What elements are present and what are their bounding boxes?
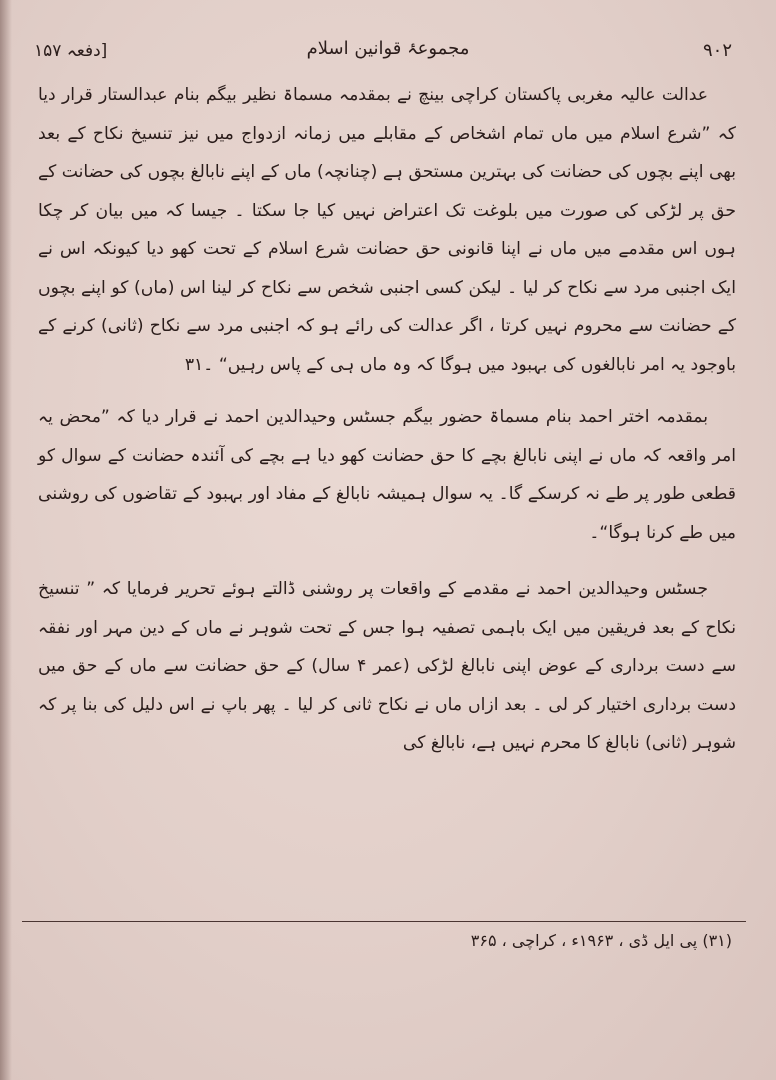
book-title: مجموعۂ قوانین اسلام bbox=[306, 38, 470, 59]
binding-shadow bbox=[0, 0, 12, 1080]
page-number: ۹۰۲ bbox=[702, 40, 732, 61]
page-header bbox=[34, 34, 742, 70]
paragraph-2: بمقدمہ اختر احمد بنام مسماۃ حضور بیگم جسٹس وحیدالدین احمد نے قرار دیا کہ ”محض یہ امر واقعہ کہ ماں نے اپنی نابالغ بچے کا حق حضانت کھو دیا ہے بچے کی آئندہ حضانت کے سوال کو قطعی طور پر طے نہ کرسکے گا۔ یہ سوال ہمیشہ نابالغ کے مفاد اور بہبود کے تقاضوں کی روشنی میں طے کرنا ہوگا“۔ bbox=[38, 407, 736, 543]
section-reference: [دفعہ ۱۵۷ bbox=[34, 41, 108, 61]
paragraph-3: جسٹس وحیدالدین احمد نے مقدمے کے واقعات پر روشنی ڈالتے ہوئے تحریر فرمایا کہ ” تنسیخ نکاح کے بعد فریقین میں ایک باہمی تصفیہ ہوا جس کے تحت شوہر نے ماں کے دین مہر اور نفقہ سے دست برداری کے عوض اپنی نابالغ لڑکی (عمر ۴ سال) کے حق حضانت سے ماں کے حق میں دست برداری اختیار کر لی ۔ بعد ازاں ماں نے نکاح ثانی کر لیا ۔ پھر باپ نے اس دلیل کی بنا پر کہ شوہر (ثانی) نابالغ کا محرم نہیں ہے، نابالغ کی bbox=[38, 579, 736, 753]
paragraph-1: عدالت عالیہ مغربی پاکستان کراچی بینچ نے بمقدمہ مسماۃ نظیر بیگم بنام عبدالستار قرار دیا کہ ”شرع اسلام میں ماں تمام اشخاص کے مقابلے میں زمانہ ازدواج میں نیز تنسیخ نکاح کے بعد بھی اپنے بچوں کی حضانت کی بہترین مستحق ہے (چنانچہ) ماں کے اپنے نابالغ بچوں کی حضانت کے حق پر لڑکی کی صورت میں بلوغت تک اعتراض نہیں کیا جا سکتا ۔ جیسا کہ میں بیان کر چکا ہوں اس مقدمے میں ماں نے اپنا قانونی حق حضانت شرع اسلام کے تحت کھو دیا کیونکہ اس نے ایک اجنبی مرد سے نکاح کر لیا ۔ لیکن کسی اجنبی شخص سے نکاح کر لینا اس (ماں) کو اپنے بچوں کے حضانت سے محروم نہیں کرتا ، اگر عدالت کی رائے ہو کہ اجنبی مرد سے نکاح (ثانی) کرنے کے باوجود یہ امر نابالغوں کی بہبود میں ہوگا کہ وہ ماں ہی کے پاس رہیں“ ۔۳۱ bbox=[38, 85, 736, 375]
body-text bbox=[38, 76, 736, 763]
footnote: (۳۱) پی ایل ڈی ، ۱۹۶۳ء ، کراچی ، ۳۶۵ bbox=[470, 931, 732, 950]
footnote-divider bbox=[22, 921, 746, 922]
